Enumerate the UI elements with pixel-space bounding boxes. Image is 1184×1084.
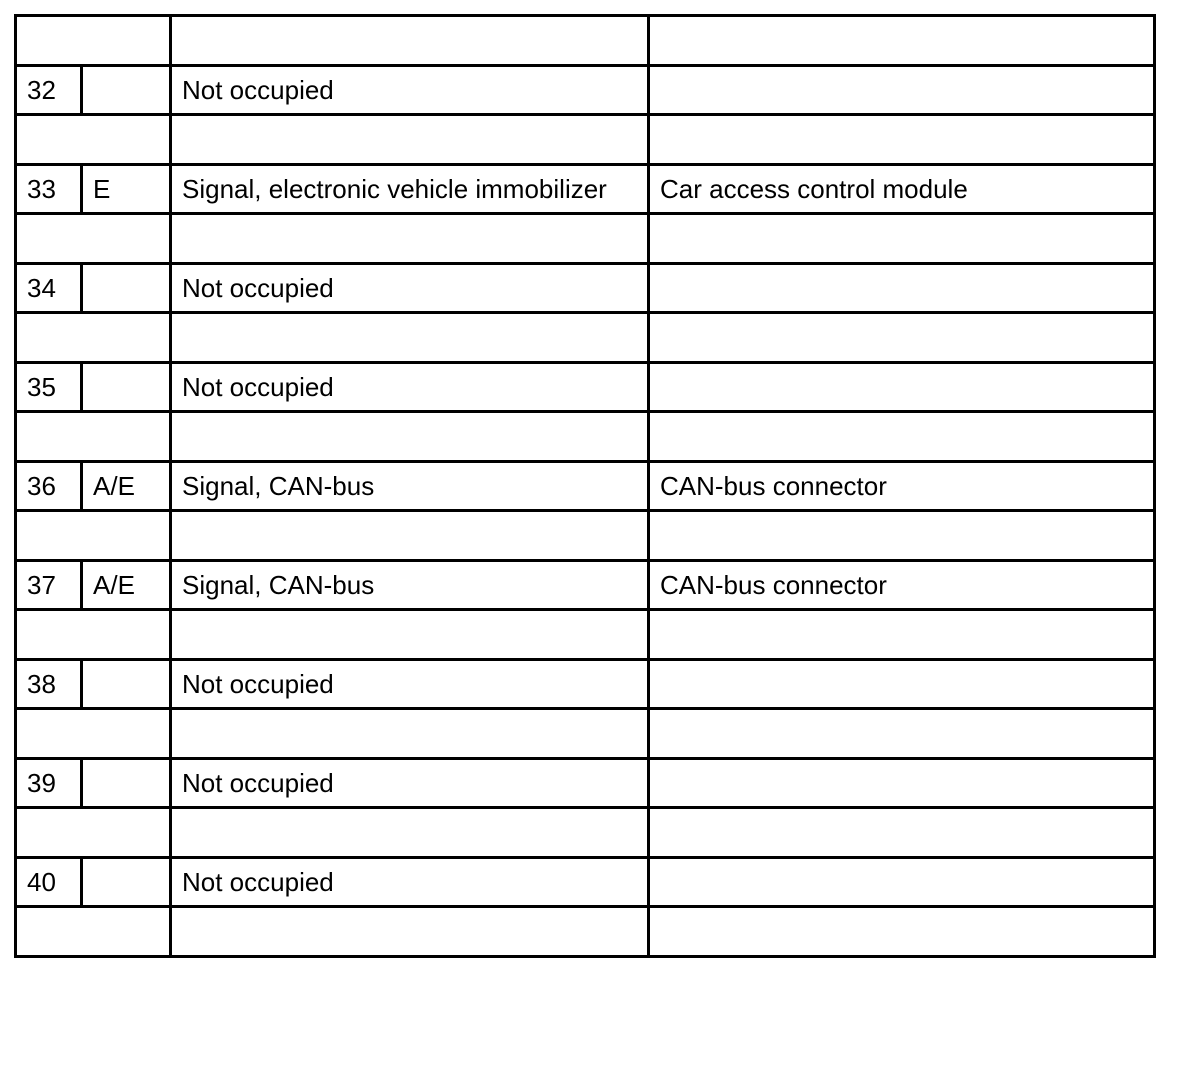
signal-type-cell: [82, 659, 171, 709]
signal-type-cell: [82, 362, 171, 412]
spacer-cell: [16, 907, 171, 957]
spacer-row: [16, 610, 1155, 660]
signal-type-cell: A/E: [82, 560, 171, 610]
spacer-cell: [16, 412, 171, 462]
table-row: [16, 362, 1155, 412]
signal-type-cell: [82, 263, 171, 313]
pin-number-cell: 32: [16, 65, 82, 115]
component-cell: [649, 857, 1155, 907]
spacer-cell: [649, 709, 1155, 759]
spacer-row: [16, 16, 1155, 66]
table-row: [16, 263, 1155, 313]
spacer-cell: [649, 16, 1155, 66]
table-row: [16, 857, 1155, 907]
spacer-cell: [16, 313, 171, 363]
description-cell: Not occupied: [171, 857, 649, 907]
pin-number-cell: 33: [16, 164, 82, 214]
spacer-cell: [16, 115, 171, 165]
component-cell: [649, 758, 1155, 808]
table-row: [16, 164, 1155, 214]
spacer-cell: [649, 313, 1155, 363]
signal-type-cell: [82, 65, 171, 115]
description-cell: Not occupied: [171, 65, 649, 115]
description-cell: Not occupied: [171, 659, 649, 709]
spacer-cell: [171, 16, 649, 66]
description-cell: Not occupied: [171, 263, 649, 313]
spacer-cell: [649, 115, 1155, 165]
spacer-cell: [171, 610, 649, 660]
table-row: [16, 560, 1155, 610]
spacer-cell: [649, 511, 1155, 561]
spacer-row: [16, 907, 1155, 957]
description-cell: Not occupied: [171, 362, 649, 412]
component-cell: CAN-bus connector: [649, 560, 1155, 610]
spacer-cell: [171, 709, 649, 759]
spacer-cell: [171, 511, 649, 561]
signal-type-cell: E: [82, 164, 171, 214]
pin-assignment-table: [14, 14, 1156, 958]
signal-type-cell: [82, 857, 171, 907]
spacer-row: [16, 412, 1155, 462]
component-cell: [649, 65, 1155, 115]
spacer-cell: [171, 412, 649, 462]
spacer-row: [16, 511, 1155, 561]
spacer-cell: [649, 214, 1155, 264]
component-cell: [649, 362, 1155, 412]
spacer-row: [16, 709, 1155, 759]
spacer-cell: [16, 214, 171, 264]
pin-number-cell: 39: [16, 758, 82, 808]
spacer-row: [16, 808, 1155, 858]
description-cell: Signal, electronic vehicle immobilizer: [171, 164, 649, 214]
spacer-cell: [16, 511, 171, 561]
spacer-cell: [649, 610, 1155, 660]
table-row: [16, 65, 1155, 115]
pin-table-body: [16, 16, 1155, 957]
spacer-cell: [171, 214, 649, 264]
signal-type-cell: A/E: [82, 461, 171, 511]
description-cell: Signal, CAN-bus: [171, 461, 649, 511]
table-row: [16, 659, 1155, 709]
pin-number-cell: 35: [16, 362, 82, 412]
description-cell: Not occupied: [171, 758, 649, 808]
spacer-cell: [171, 115, 649, 165]
spacer-row: [16, 115, 1155, 165]
description-cell: Signal, CAN-bus: [171, 560, 649, 610]
spacer-cell: [649, 907, 1155, 957]
spacer-cell: [649, 808, 1155, 858]
component-cell: Car access control module: [649, 164, 1155, 214]
table-row: [16, 758, 1155, 808]
spacer-row: [16, 313, 1155, 363]
pin-number-cell: 38: [16, 659, 82, 709]
spacer-cell: [171, 808, 649, 858]
component-cell: [649, 263, 1155, 313]
spacer-cell: [171, 313, 649, 363]
spacer-cell: [16, 808, 171, 858]
pin-number-cell: 34: [16, 263, 82, 313]
spacer-row: [16, 214, 1155, 264]
pin-number-cell: 36: [16, 461, 82, 511]
spacer-cell: [16, 610, 171, 660]
spacer-cell: [649, 412, 1155, 462]
pin-number-cell: 37: [16, 560, 82, 610]
pin-number-cell: 40: [16, 857, 82, 907]
component-cell: CAN-bus connector: [649, 461, 1155, 511]
table-row: [16, 461, 1155, 511]
spacer-cell: [171, 907, 649, 957]
signal-type-cell: [82, 758, 171, 808]
component-cell: [649, 659, 1155, 709]
spacer-cell: [16, 709, 171, 759]
spacer-cell: [16, 16, 171, 66]
